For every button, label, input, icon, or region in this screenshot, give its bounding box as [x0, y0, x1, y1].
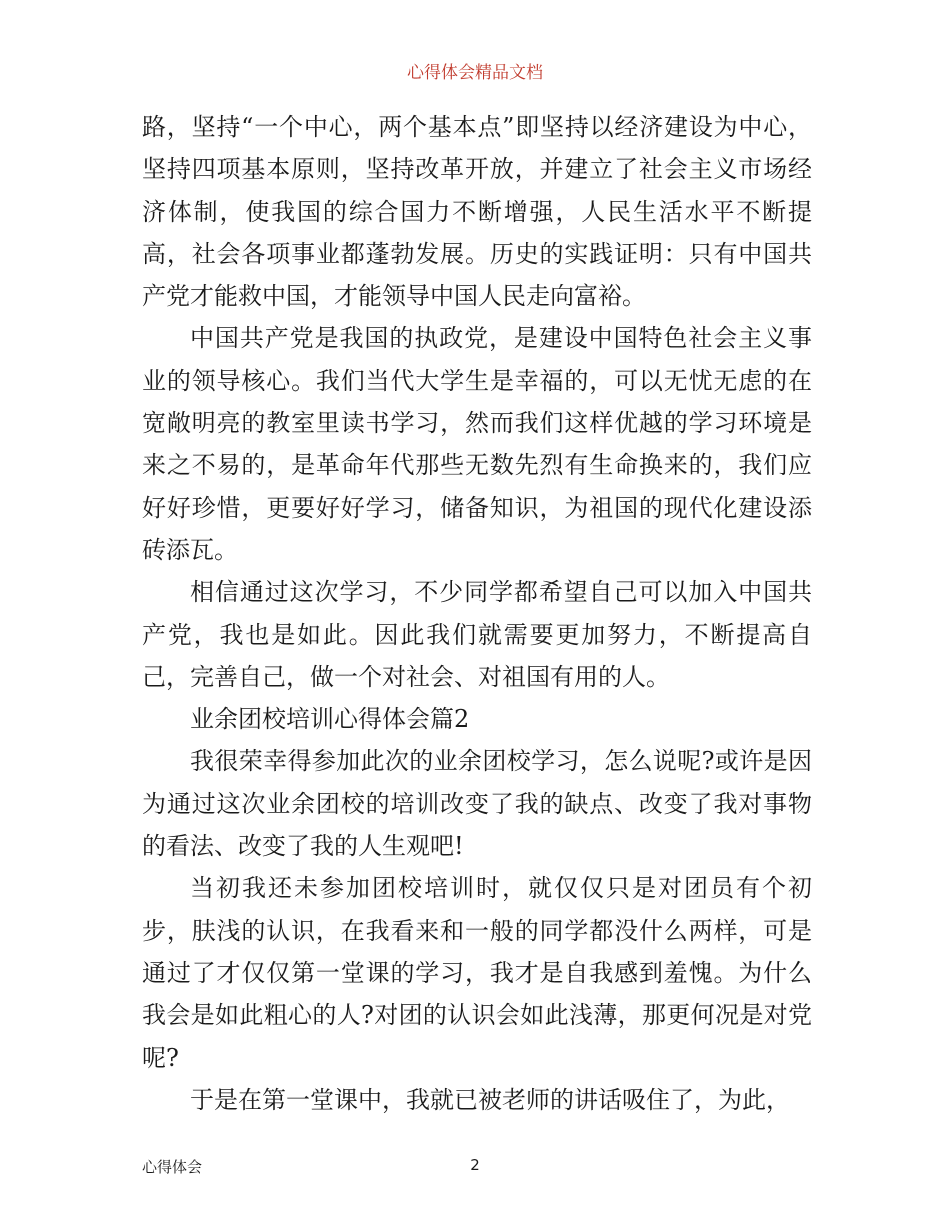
document-body: [142, 106, 812, 1121]
paragraph-1: 路，坚持“一个中心，两个基本点”即坚持以经济建设为中心，坚持四项基本原则，坚持改革开放，并建立了社会主义市场经济体制，使我国的综合国力不断增强，人民生活水平不断提高，社会各项事业都蓬勃发展。历史的实践证明：只有中国共产党才能救中国，才能领导中国人民走向富裕。: [142, 113, 812, 311]
footer-label: 心得体会: [142, 1158, 203, 1176]
document-header: 心得体会精品文档: [407, 63, 543, 83]
paragraph-4: 我很荣幸得参加此次的业余团校学习，怎么说呢?或许是因为通过这次业余团校的培训改变了我的缺点、改变了我对事物的看法、改变了我的人生观吧!: [142, 747, 812, 861]
paragraph-5: 当初我还未参加团校培训时，就仅仅只是对团员有个初步，肤浅的认识，在我看来和一般的同学都没什么两样，可是通过了才仅仅第一堂课的学习，我才是自我感到羞愧。为什么我会是如此粗心的人?对团的认识会如此浅薄，那更何况是对党呢?: [142, 874, 812, 1072]
page-number: 2: [470, 1156, 480, 1174]
section-heading: 业余团校培训心得体会篇2: [190, 705, 470, 734]
paragraph-2: 中国共产党是我国的执政党，是建设中国特色社会主义事业的领导核心。我们当代大学生是幸福的，可以无忧无虑的在宽敞明亮的教室里读书学习，然而我们这样优越的学习环境是来之不易的，是革命年代那些无数先烈有生命换来的，我们应好好珍惜，更要好好学习，储备知识，为祖国的现代化建设添砖添瓦。: [142, 324, 812, 564]
paragraph-3: 相信通过这次学习，不少同学都希望自己可以加入中国共产党，我也是如此。因此我们就需要更加努力，不断提高自己，完善自己，做一个对社会、对祖国有用的人。: [142, 578, 812, 691]
paragraph-6: 于是在第一堂课中，我就已被老师的讲话吸住了，为此，: [190, 1085, 790, 1114]
